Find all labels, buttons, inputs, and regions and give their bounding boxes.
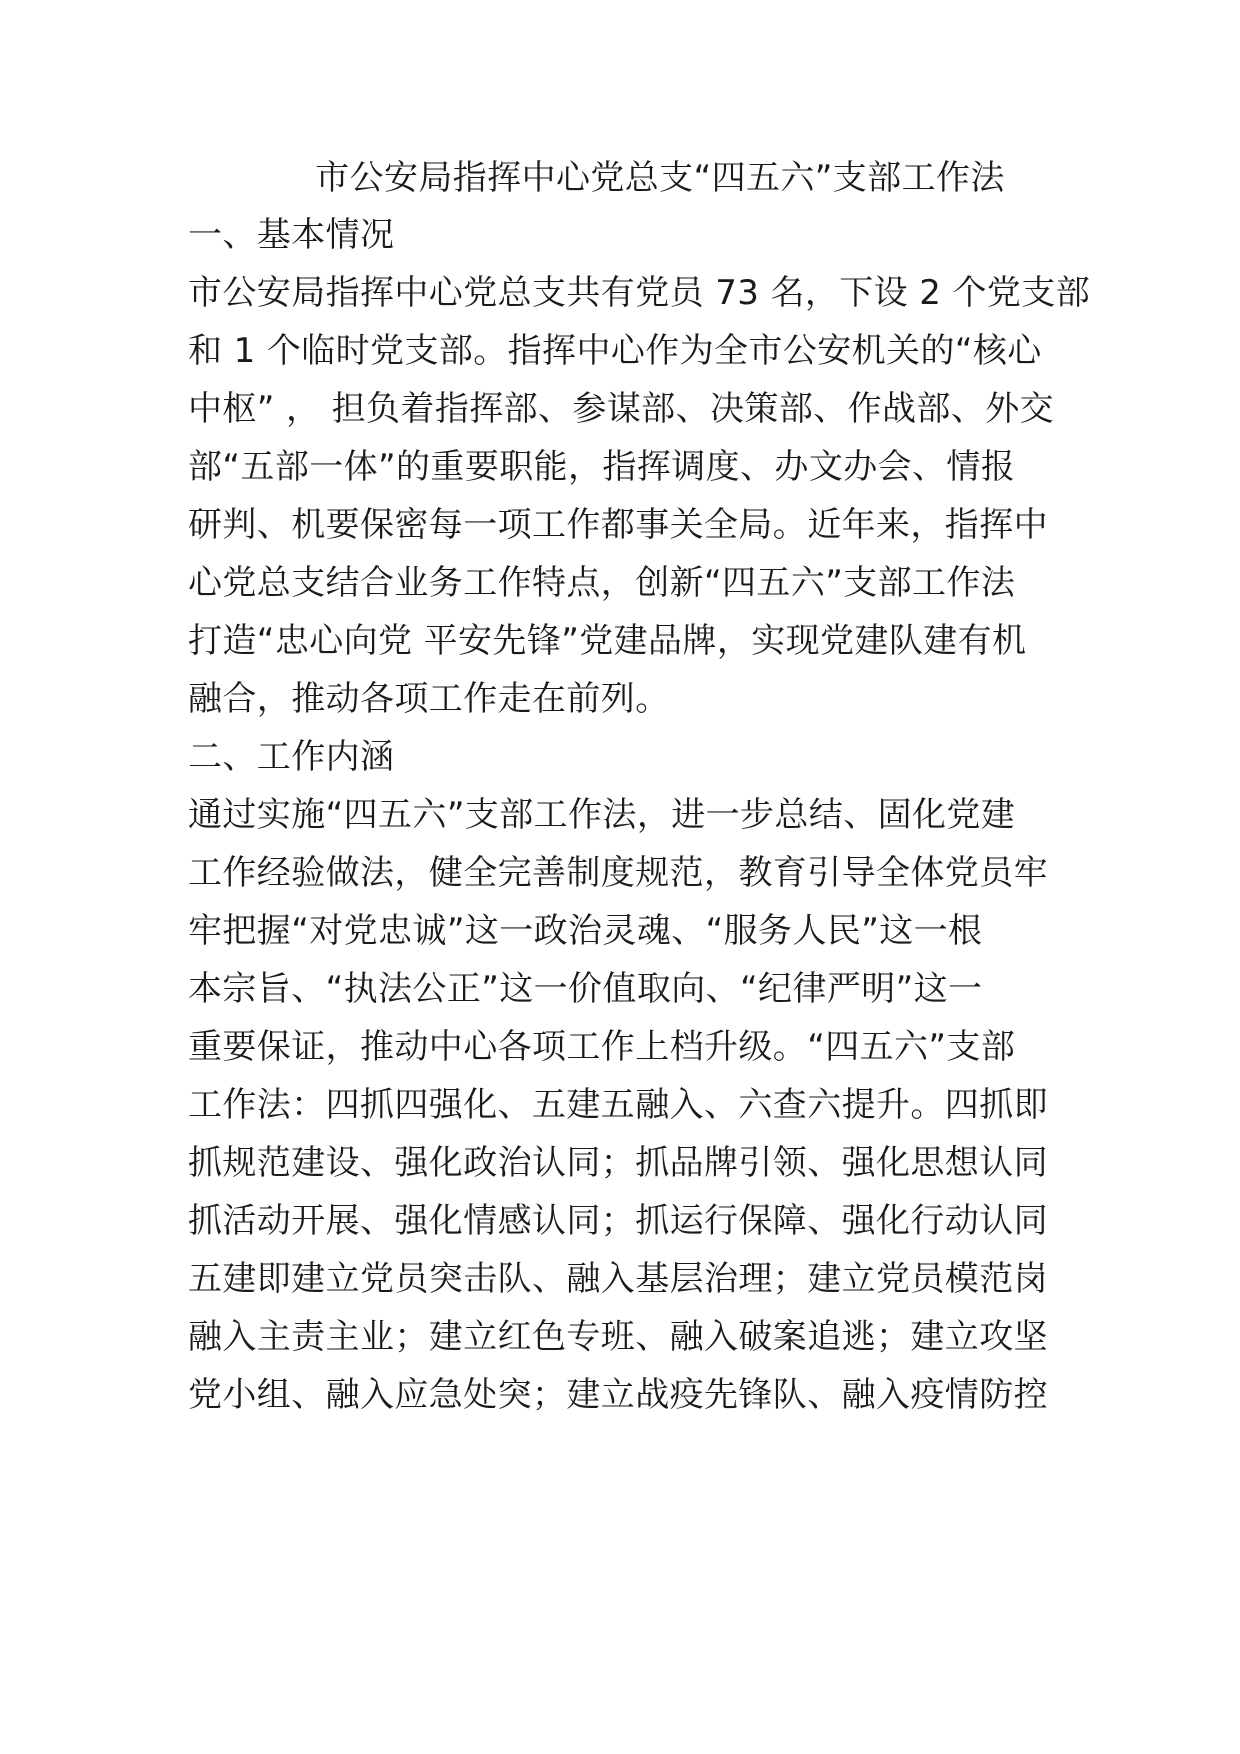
paragraph-line: 牢把握“对党忠诚”这一政治灵魂、“服务人民”这一根 — [188, 911, 983, 951]
paragraph-line: 融合，推动各项工作走在前列。 — [188, 679, 670, 719]
paragraph-line: 和 1 个临时党支部。指挥中心作为全市公安机关的“核心 — [188, 331, 1042, 371]
paragraph-line: 工作法：四抓四强化、五建五融入、六查六提升。四抓即 — [188, 1085, 1048, 1125]
paragraph-line: 中枢” ， 担负着指挥部、参谋部、决策部、作战部、外交 — [188, 389, 1055, 429]
document-title: 市公安局指挥中心党总支“四五六”支部工作法 — [315, 158, 1005, 198]
paragraph-line: 心党总支结合业务工作特点，创新“四五六”支部工作法 — [188, 563, 1016, 603]
paragraph-line: 工作经验做法，健全完善制度规范，教育引导全体党员牢 — [188, 853, 1048, 893]
paragraph-line: 融入主责主业；建立红色专班、融入破案追逃；建立攻坚 — [188, 1317, 1048, 1357]
paragraph-line: 研判、机要保密每一项工作都事关全局。近年来，指挥中 — [188, 505, 1048, 545]
paragraph-line: 本宗旨、“执法公正”这一价值取向、“纪律严明”这一 — [188, 969, 983, 1009]
paragraph-line: 部“五部一体”的重要职能，指挥调度、办文办会、情报 — [188, 447, 1016, 487]
paragraph-line: 抓规范建设、强化政治认同；抓品牌引领、强化思想认同 — [188, 1143, 1048, 1183]
section-heading-work-content: 二、工作内涵 — [188, 737, 395, 777]
paragraph-line: 重要保证，推动中心各项工作上档升级。“四五六”支部 — [188, 1027, 1016, 1067]
paragraph-line: 抓活动开展、强化情感认同；抓运行保障、强化行动认同 — [188, 1201, 1048, 1241]
paragraph-line: 打造“忠心向党 平安先锋”党建品牌，实现党建队建有机 — [188, 621, 1027, 661]
paragraph-line: 市公安局指挥中心党总支共有党员 73 名，下设 2 个党支部 — [188, 273, 1091, 313]
section-heading-basic-info: 一、基本情况 — [188, 215, 395, 255]
paragraph-line: 五建即建立党员突击队、融入基层治理；建立党员模范岗 — [188, 1259, 1048, 1299]
paragraph-line: 党小组、融入应急处突；建立战疫先锋队、融入疫情防控 — [188, 1375, 1048, 1415]
paragraph-line: 通过实施“四五六”支部工作法，进一步总结、固化党建 — [188, 795, 1016, 835]
